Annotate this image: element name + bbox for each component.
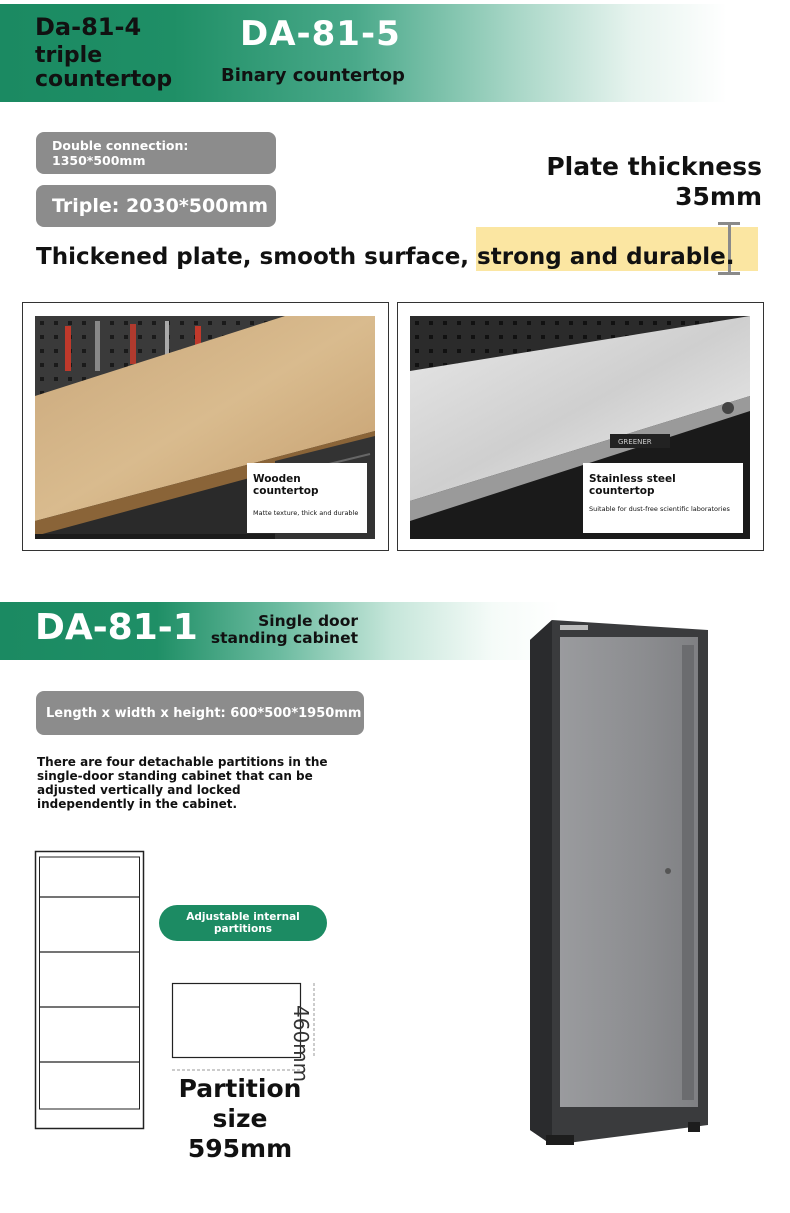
plate-thickness-value: 35mm (675, 182, 762, 211)
spec-triple-connection: Triple: 2030*500mm (36, 185, 276, 227)
partition-size-label: Partition size 595mm (178, 1074, 302, 1163)
spec-double-connection: Double connection: 1350*500mm (36, 132, 276, 174)
partition-depth-label: 460mm (289, 1005, 313, 1083)
plate-thickness (546, 152, 762, 212)
model-da-81-4-desc: triple countertop (35, 43, 173, 92)
steel-caption-note: Suitable for dust-free scientific laboratories (589, 505, 730, 513)
cabinet-interior-diagram (34, 850, 146, 1132)
cabinet-description: There are four detachable partitions in the single-door standing cabinet that can be adjusted vertically and locked independently in the cabinet. (37, 755, 328, 811)
standing-cabinet-photo (522, 615, 716, 1150)
cabinet-dimensions: Length x width x height: 600*500*1950mm (36, 691, 364, 735)
model-da-81-4: Da-81-4 (35, 13, 142, 41)
model-da-81-5: DA-81-5 (240, 14, 401, 54)
wood-caption (247, 463, 367, 533)
photo-brand-text: GREENER (618, 438, 652, 446)
wood-caption-note: Matte texture, thick and durable (253, 509, 359, 517)
thickness-marker-base (718, 272, 740, 275)
model-da-81-5-desc: Binary countertop (221, 65, 405, 86)
steel-caption (583, 463, 743, 533)
steel-caption-title: Stainless steel countertop (589, 473, 676, 497)
plate-thickness-label: Plate thickness (546, 152, 762, 181)
adjustable-partitions-tag: Adjustable internal partitions (159, 905, 327, 941)
tagline: Thickened plate, smooth surface, strong and durable. (36, 244, 735, 270)
model-da-81-1: DA-81-1 (35, 607, 198, 648)
cabinet-title: Single door standing cabinet (210, 612, 358, 647)
wood-caption-title: Wooden countertop (253, 473, 319, 497)
